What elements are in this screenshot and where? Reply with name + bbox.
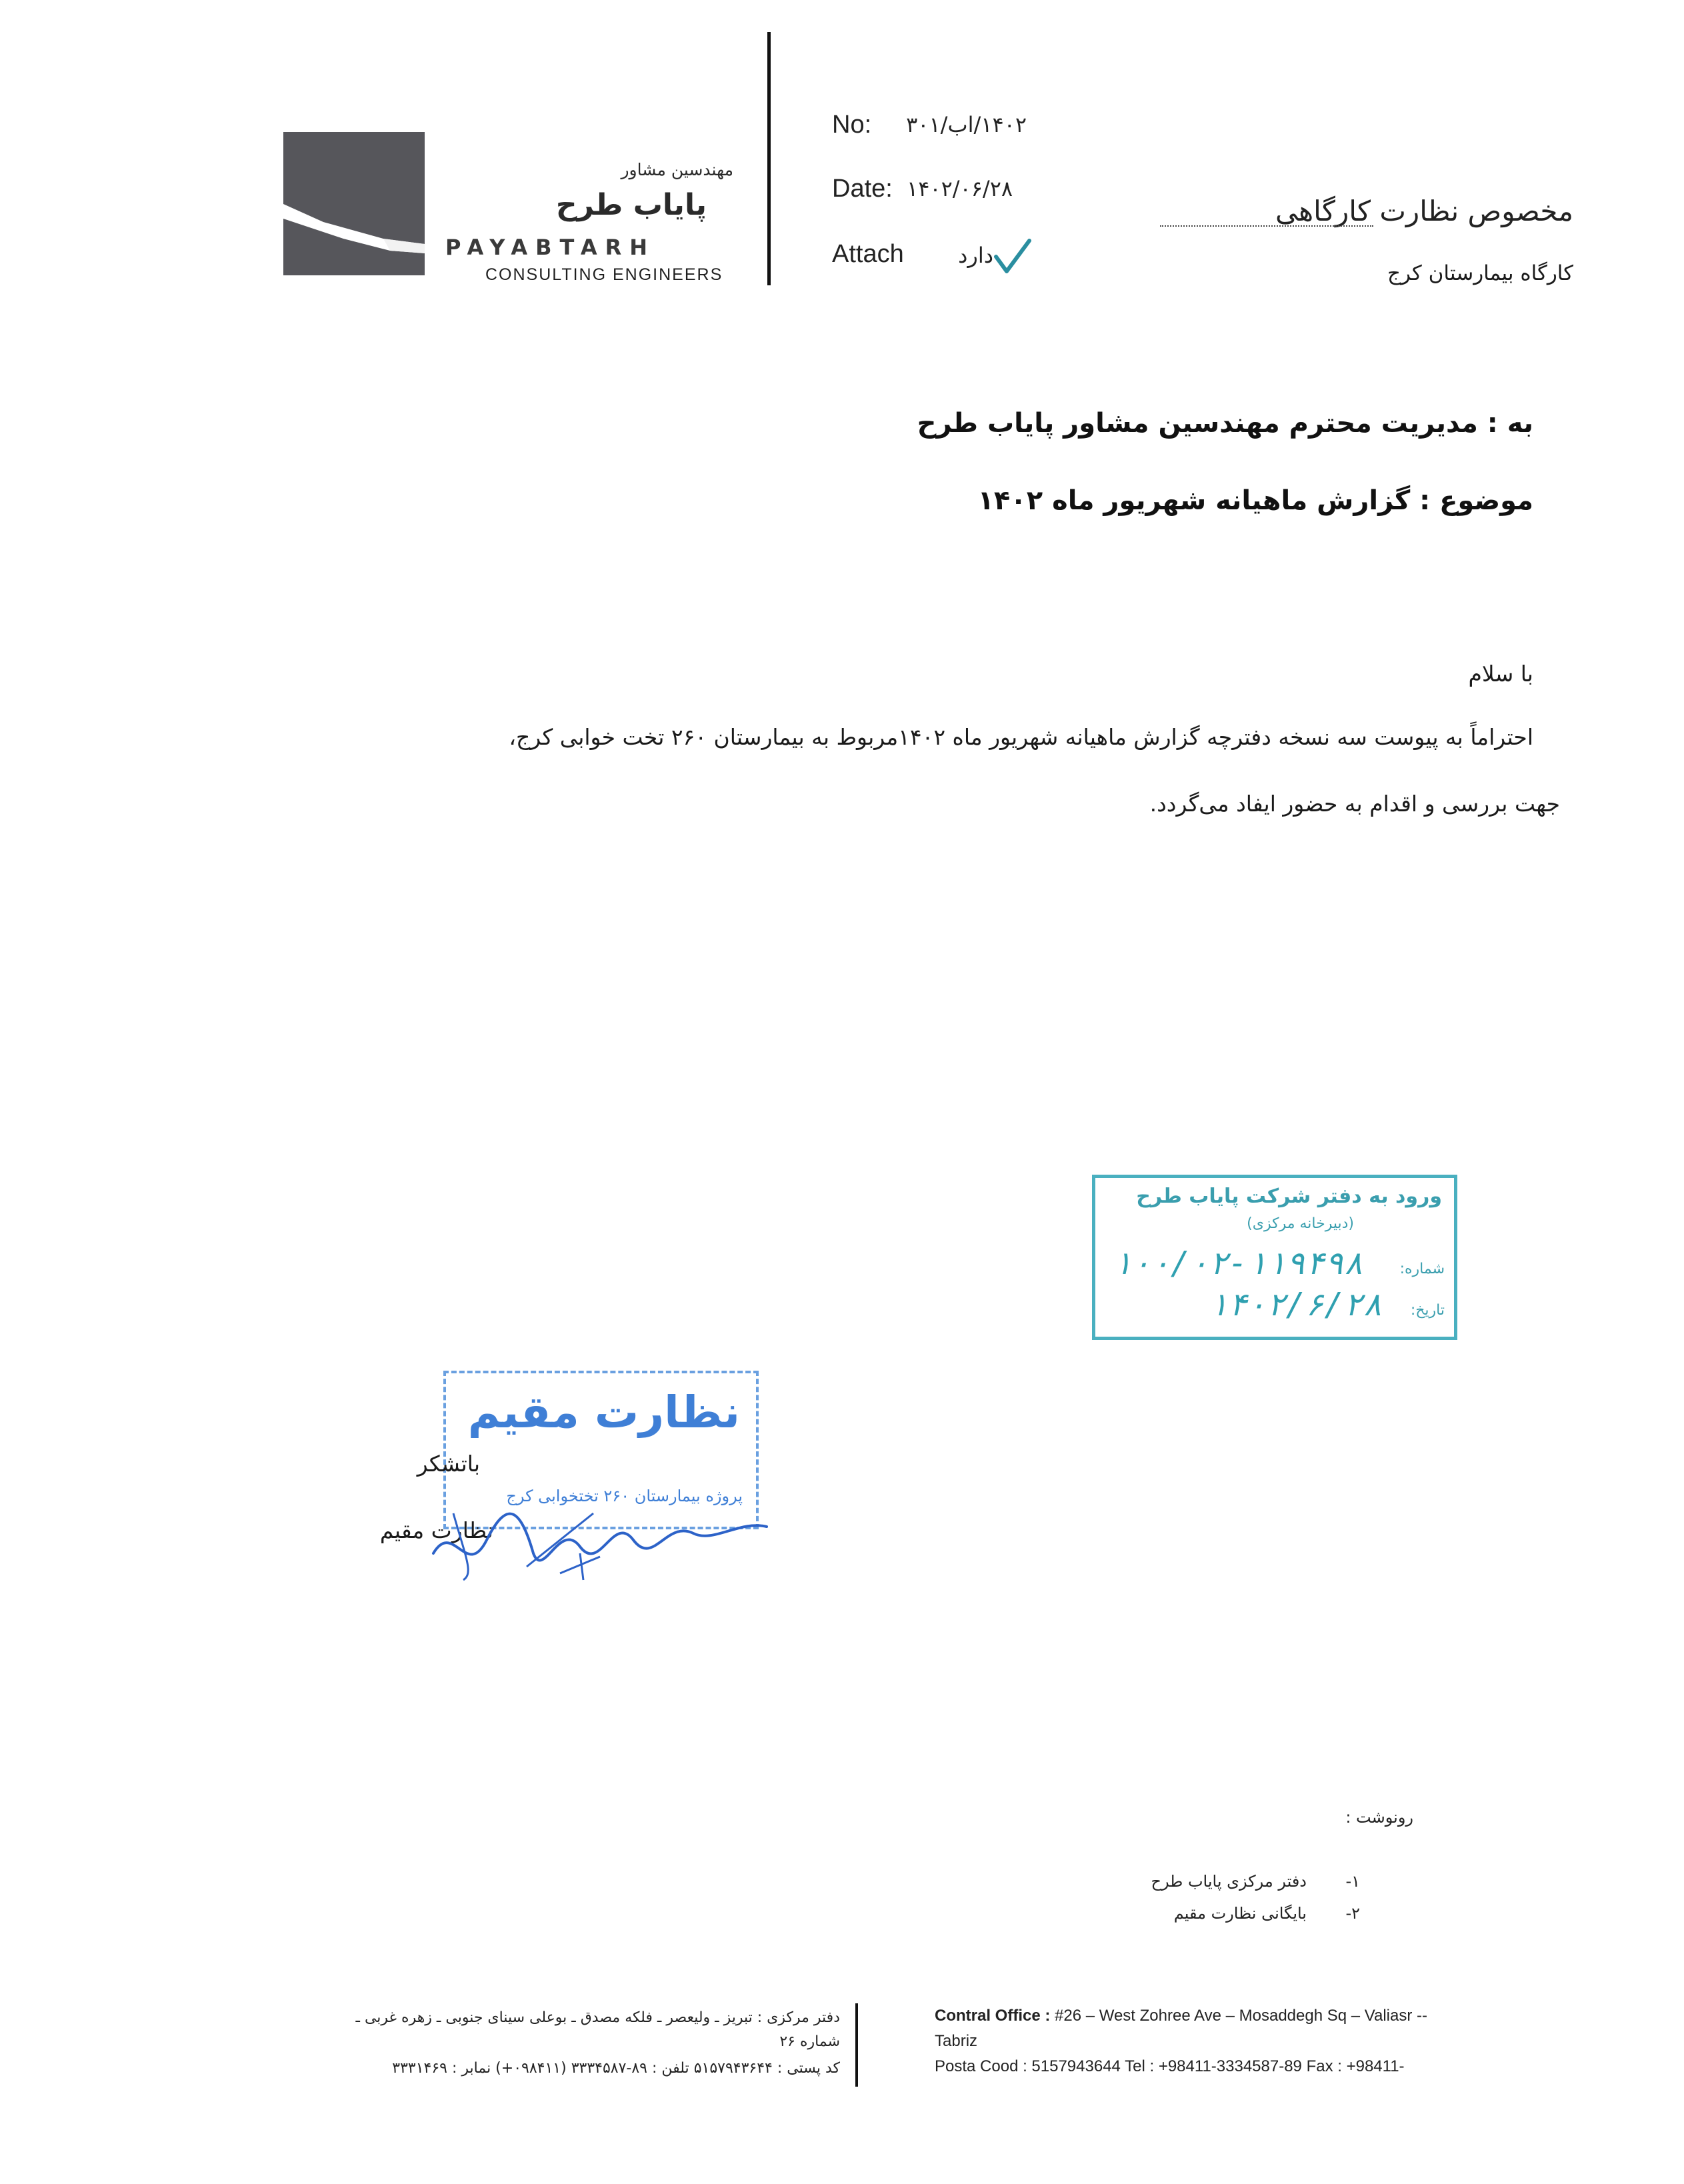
cc-item-text: دفتر مرکزی پایاب طرح: [1151, 1872, 1307, 1891]
handwritten-signature: [427, 1493, 773, 1587]
header-divider: [767, 32, 771, 285]
footer-address-en-line1: #26 – West Zohree Ave – Mosaddegh Sq – Valiasr --: [1055, 2007, 1427, 2025]
date-value: ۱۴۰۲/۰۶/۲۸: [907, 176, 1013, 201]
cc-item-number: ۲-: [1345, 1904, 1360, 1923]
letter-closing: باتشکر: [417, 1451, 480, 1477]
brand-subtitle-en: CONSULTING ENGINEERS: [485, 265, 723, 284]
footer-contact-fa: کد پستی : ۵۱۵۷۹۴۳۶۴۴ تلفن : ۸۹-۳۳۳۴۵۸۷ (۰۹۸۴۱۱+) نمابر : ۳۳۳۱۴۶۹: [392, 2060, 840, 2077]
footer-address-en: [935, 2004, 1521, 2028]
check-icon: [992, 237, 1032, 277]
supervision-stamp-title: نظارت مقیم: [467, 1387, 740, 1438]
dotted-underline: [1160, 225, 1373, 227]
footer-address-en-line2: Tabriz: [935, 2032, 978, 2050]
entry-stamp-date-value: ۱۴۰۲/۶/۲۸: [1209, 1286, 1383, 1323]
brand-name-fa: پایاب طرح: [555, 188, 707, 222]
letter-body-line2: جهت بررسی و اقدام به حضور ایفاد می‌گردد.: [1149, 791, 1560, 817]
footer-divider: [855, 2003, 858, 2087]
brand-name-en: PAYABTARH: [445, 235, 656, 260]
attach-label: Attach: [832, 240, 904, 268]
entry-stamp-subtitle: (دبیرخانه مرکزی): [1247, 1215, 1354, 1232]
letter-recipient: به : مدیریت محترم مهندسین مشاور پایاب طرح: [917, 408, 1533, 439]
entry-stamp-title: ورود به دفتر شرکت پایاب طرح: [1136, 1185, 1442, 1208]
letter-greeting: با سلام: [1468, 661, 1533, 687]
cc-item-text: بایگانی نظارت مقیم: [1173, 1904, 1307, 1923]
letter-body-line1: احتراماً به پیوست سه نسخه دفترچه گزارش ماهیانه شهریور ماه ۱۴۰۲مربوط به بیمارستان ۲۶۰ تخت خوابی کرج،: [509, 724, 1533, 750]
payabtarh-logo-icon: [283, 132, 425, 275]
entry-stamp-number-label: شماره:: [1399, 1261, 1445, 1277]
number-label: No:: [832, 111, 872, 139]
supervision-stamp-subtitle: پروژه بیمارستان ۲۶۰ تختخوابی کرج: [506, 1487, 743, 1505]
consultant-subtitle: مهندسین مشاور: [621, 160, 733, 179]
footer-address-fa-line1: دفتر مرکزی : تبریز ـ ولیعصر ـ فلکه مصدق ـ بوعلی سینای جنوبی ـ زهره غربی ـ: [355, 2009, 840, 2026]
number-value: ۱۴۰۲/اب/۳۰۱: [906, 112, 1027, 137]
recipient-tag-line2: کارگاه بیمارستان کرج: [1387, 261, 1573, 285]
attach-value: دارد: [958, 243, 993, 268]
letter-signatory: نظارت مقیم: [379, 1517, 493, 1543]
footer-address-fa-line2: شماره ۲۶: [779, 2033, 840, 2050]
entry-stamp-number-value: ۱۰۰/۰۲-۱۱۹۴۹۸: [1113, 1245, 1363, 1282]
recipient-tag-line1: مخصوص نظارت کارگاهی: [1275, 195, 1573, 227]
cc-label: رونوشت :: [1345, 1808, 1413, 1827]
footer-office-label: Contral Office :: [935, 2007, 1051, 2025]
entry-stamp: [1092, 1175, 1457, 1340]
letter-subject: موضوع : گزارش ماهیانه شهریور ماه ۱۴۰۲: [977, 485, 1533, 516]
entry-stamp-date-label: تاریخ:: [1410, 1302, 1445, 1319]
footer-contact-en: Posta Cood : 5157943644 Tel : +98411-3334587-89 Fax : +98411-: [935, 2057, 1405, 2075]
date-label: Date:: [832, 175, 893, 203]
cc-item-number: ۱-: [1345, 1872, 1360, 1891]
